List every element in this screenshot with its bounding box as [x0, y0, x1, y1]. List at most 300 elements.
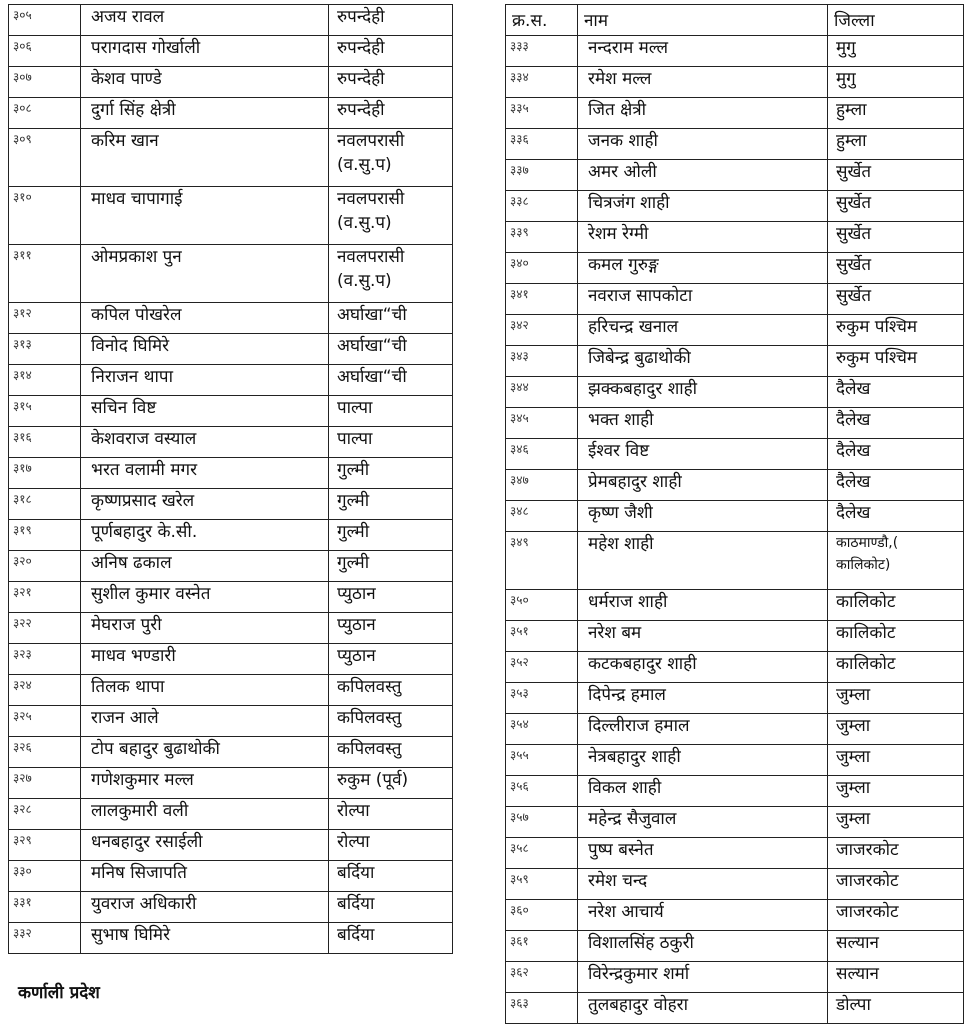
- district-cell: [828, 869, 964, 900]
- district-cell: [329, 5, 453, 36]
- table-row: [9, 799, 453, 830]
- header-serial: क्र.स.: [506, 5, 578, 36]
- candidate-name: टोप बहादुर बुढाथोकी: [81, 737, 329, 768]
- district-name: (व.सु.प): [337, 155, 392, 175]
- candidate-name: भक्त शाही: [578, 408, 828, 439]
- candidate-name: सचिन विष्ट: [81, 396, 329, 427]
- table-row: [506, 869, 964, 900]
- table-row: [9, 892, 453, 923]
- district-cell: [828, 993, 964, 1024]
- serial-number: ३५७: [506, 807, 578, 838]
- candidate-name: चित्रजंग शाही: [578, 191, 828, 222]
- district-name: अर्घाखा“ची: [337, 367, 407, 387]
- district-name: गुल्मी: [337, 491, 370, 511]
- district-cell: [329, 520, 453, 551]
- table-row: [506, 439, 964, 470]
- table-row: [506, 776, 964, 807]
- district-name: मुगु: [836, 69, 856, 89]
- district-cell: [828, 652, 964, 683]
- serial-number: ३१४: [9, 365, 81, 396]
- district-cell: [329, 644, 453, 675]
- candidate-name: निराजन थापा: [81, 365, 329, 396]
- table-row: [9, 675, 453, 706]
- district-name: गुल्मी: [337, 553, 370, 573]
- serial-number: ३२२: [9, 613, 81, 644]
- candidate-name: कटकबहादुर शाही: [578, 652, 828, 683]
- serial-number: ३३३: [506, 36, 578, 67]
- district-cell: [329, 675, 453, 706]
- serial-number: ३३०: [9, 861, 81, 892]
- district-name: बर्दिया: [337, 894, 375, 914]
- table-row: [9, 427, 453, 458]
- candidate-name: सुभाष घिमिरे: [81, 923, 329, 954]
- serial-number: ३५५: [506, 745, 578, 776]
- left-table-body: [9, 5, 453, 954]
- district-cell: [828, 501, 964, 532]
- district-cell: [828, 621, 964, 652]
- district-cell: [828, 532, 964, 590]
- district-name: सुर्खेत: [836, 286, 872, 306]
- district-name: कालिकोट: [836, 592, 896, 612]
- table-row: [9, 489, 453, 520]
- district-name: नवलपरासी: [337, 131, 405, 151]
- serial-number: ३४४: [506, 377, 578, 408]
- table-row: [9, 458, 453, 489]
- district-cell: [329, 706, 453, 737]
- table-row: [506, 838, 964, 869]
- serial-number: ३२४: [9, 675, 81, 706]
- candidate-name: अजय रावल: [81, 5, 329, 36]
- table-row: [506, 98, 964, 129]
- district-cell: [329, 67, 453, 98]
- serial-number: ३३८: [506, 191, 578, 222]
- table-row: [506, 408, 964, 439]
- serial-number: ३१८: [9, 489, 81, 520]
- district-name: कालिकोट): [836, 557, 891, 573]
- serial-number: ३५३: [506, 683, 578, 714]
- table-row: [506, 652, 964, 683]
- candidate-name: विरेन्द्रकुमार शर्मा: [578, 962, 828, 993]
- serial-number: ३०५: [9, 5, 81, 36]
- candidate-name: रेशम रेग्मी: [578, 222, 828, 253]
- candidate-name: केशव पाण्डे: [81, 67, 329, 98]
- district-cell: [828, 191, 964, 222]
- header-name: नाम: [578, 5, 828, 36]
- serial-number: ३३१: [9, 892, 81, 923]
- table-row: [506, 501, 964, 532]
- table-row: [506, 900, 964, 931]
- district-name: जुम्ला: [836, 809, 871, 829]
- district-cell: [828, 129, 964, 160]
- table-row: [506, 931, 964, 962]
- table-row: [506, 683, 964, 714]
- district-name: जुम्ला: [836, 685, 871, 705]
- district-name: हुम्ला: [836, 100, 867, 120]
- table-row: [9, 551, 453, 582]
- table-row: [506, 253, 964, 284]
- district-name: काठमाण्डौ,(: [836, 535, 899, 551]
- candidate-name: सुशील कुमार वस्नेत: [81, 582, 329, 613]
- serial-number: ३५१: [506, 621, 578, 652]
- serial-number: ३६१: [506, 931, 578, 962]
- district-cell: [329, 458, 453, 489]
- candidate-name: माधव चापागाई: [81, 187, 329, 245]
- table-row: [9, 36, 453, 67]
- serial-number: ३६२: [506, 962, 578, 993]
- district-cell: [828, 745, 964, 776]
- district-name: रुपन्देही: [337, 100, 385, 120]
- serial-number: ३२०: [9, 551, 81, 582]
- candidate-name: पुष्प बस्नेत: [578, 838, 828, 869]
- serial-number: ३२३: [9, 644, 81, 675]
- candidate-name: रमेश मल्ल: [578, 67, 828, 98]
- candidate-name: नरेश बम: [578, 621, 828, 652]
- district-name: पाल्पा: [337, 429, 373, 449]
- district-cell: [828, 98, 964, 129]
- district-name: मुगु: [836, 38, 856, 58]
- district-name: सल्यान: [836, 964, 879, 984]
- district-cell: [828, 160, 964, 191]
- candidate-name: जित क्षेत्री: [578, 98, 828, 129]
- table-row: [506, 160, 964, 191]
- candidate-name: नेत्रबहादुर शाही: [578, 745, 828, 776]
- table-row: [506, 590, 964, 621]
- serial-number: ३११: [9, 245, 81, 303]
- district-cell: [329, 830, 453, 861]
- candidate-name: नन्दराम मल्ल: [578, 36, 828, 67]
- serial-number: ३५४: [506, 714, 578, 745]
- table-row: [9, 830, 453, 861]
- district-cell: [828, 67, 964, 98]
- serial-number: ३४७: [506, 470, 578, 501]
- district-cell: [828, 683, 964, 714]
- district-cell: [329, 923, 453, 954]
- district-cell: [329, 245, 453, 303]
- candidate-name: भरत वलामी मगर: [81, 458, 329, 489]
- serial-number: ३१६: [9, 427, 81, 458]
- candidate-name: कपिल पोखरेल: [81, 303, 329, 334]
- district-name: कपिलवस्तु: [337, 677, 402, 697]
- district-cell: [828, 776, 964, 807]
- table-row: [506, 377, 964, 408]
- table-row: [506, 191, 964, 222]
- serial-number: ३४५: [506, 408, 578, 439]
- district-name: नवलपरासी: [337, 189, 405, 209]
- district-name: दैलेख: [836, 441, 871, 461]
- candidate-name: तुलबहादुर वोहरा: [578, 993, 828, 1024]
- candidate-name: केशवराज वस्याल: [81, 427, 329, 458]
- serial-number: ३०८: [9, 98, 81, 129]
- district-name: बर्दिया: [337, 925, 375, 945]
- district-name: कालिकोट: [836, 623, 896, 643]
- district-cell: [329, 303, 453, 334]
- table-row: [9, 67, 453, 98]
- serial-number: ३०७: [9, 67, 81, 98]
- district-cell: [828, 900, 964, 931]
- district-cell: [828, 590, 964, 621]
- serial-number: ३१५: [9, 396, 81, 427]
- serial-number: ३३५: [506, 98, 578, 129]
- district-name: पाल्पा: [337, 398, 373, 418]
- district-cell: [329, 396, 453, 427]
- table-row: [506, 745, 964, 776]
- table-row: [9, 334, 453, 365]
- table-row: [9, 768, 453, 799]
- candidate-name: राजन आले: [81, 706, 329, 737]
- serial-number: ३४८: [506, 501, 578, 532]
- district-cell: [828, 377, 964, 408]
- header-district: जिल्ला: [828, 5, 964, 36]
- district-cell: [329, 98, 453, 129]
- table-row: [9, 706, 453, 737]
- serial-number: ३१२: [9, 303, 81, 334]
- serial-number: ३४३: [506, 346, 578, 377]
- table-row: [506, 621, 964, 652]
- serial-number: ३०९: [9, 129, 81, 187]
- serial-number: ३४१: [506, 284, 578, 315]
- district-name: रुकुम (पूर्व): [337, 770, 409, 790]
- district-name: डोल्पा: [836, 995, 871, 1015]
- district-name: रोल्पा: [337, 832, 370, 852]
- serial-number: ३२७: [9, 768, 81, 799]
- serial-number: ३१३: [9, 334, 81, 365]
- serial-number: ३५८: [506, 838, 578, 869]
- right-candidate-table: [505, 4, 964, 1024]
- district-name: कपिलवस्तु: [337, 739, 402, 759]
- serial-number: ३२८: [9, 799, 81, 830]
- district-cell: [828, 470, 964, 501]
- district-cell: [828, 284, 964, 315]
- district-cell: [828, 807, 964, 838]
- candidate-name: युवराज अधिकारी: [81, 892, 329, 923]
- candidate-name: जनक शाही: [578, 129, 828, 160]
- candidate-name: ईश्वर विष्ट: [578, 439, 828, 470]
- district-name: दैलेख: [836, 410, 871, 430]
- candidate-name: विशालसिंह ठकुरी: [578, 931, 828, 962]
- district-cell: [828, 253, 964, 284]
- table-row: [506, 532, 964, 590]
- district-name: नवलपरासी: [337, 247, 405, 267]
- table-row: [9, 98, 453, 129]
- district-cell: [828, 439, 964, 470]
- table-row: [506, 129, 964, 160]
- table-row: [506, 284, 964, 315]
- table-row: [9, 613, 453, 644]
- candidate-name: करिम खान: [81, 129, 329, 187]
- table-row: [506, 470, 964, 501]
- serial-number: ३४२: [506, 315, 578, 346]
- district-cell: [329, 36, 453, 67]
- serial-number: ३६३: [506, 993, 578, 1024]
- district-cell: [828, 838, 964, 869]
- district-name: जाजरकोट: [836, 840, 899, 860]
- district-name: जुम्ला: [836, 747, 871, 767]
- district-name: दैलेख: [836, 503, 871, 523]
- serial-number: ३३६: [506, 129, 578, 160]
- district-name: प्युठान: [337, 646, 376, 666]
- candidate-name: कृष्ण जैशी: [578, 501, 828, 532]
- candidate-name: दिपेन्द्र हमाल: [578, 683, 828, 714]
- serial-number: ३३९: [506, 222, 578, 253]
- candidate-name: दिल्लीराज हमाल: [578, 714, 828, 745]
- district-name: प्युठान: [337, 615, 376, 635]
- table-row: [9, 737, 453, 768]
- table-row: [9, 5, 453, 36]
- district-cell: [329, 187, 453, 245]
- left-candidate-table: [8, 4, 453, 954]
- serial-number: ३२५: [9, 706, 81, 737]
- serial-number: ३४६: [506, 439, 578, 470]
- candidate-name: धर्मराज शाही: [578, 590, 828, 621]
- table-row: [506, 222, 964, 253]
- candidate-name: तिलक थापा: [81, 675, 329, 706]
- candidate-name: लालकुमारी वली: [81, 799, 329, 830]
- district-name: अर्घाखा“ची: [337, 336, 407, 356]
- table-row: [9, 303, 453, 334]
- table-row: [9, 861, 453, 892]
- right-table-body: [506, 36, 964, 1024]
- district-name: सुर्खेत: [836, 224, 872, 244]
- table-row: [9, 245, 453, 303]
- candidate-name: धनबहादुर रसाईली: [81, 830, 329, 861]
- candidate-name: कृष्णप्रसाद खरेल: [81, 489, 329, 520]
- district-name: गुल्मी: [337, 460, 370, 480]
- table-row: [506, 346, 964, 377]
- district-cell: [828, 714, 964, 745]
- candidate-name: परागदास गोर्खाली: [81, 36, 329, 67]
- district-cell: [329, 582, 453, 613]
- district-cell: [329, 737, 453, 768]
- serial-number: ३२१: [9, 582, 81, 613]
- candidate-name: कमल गुरुङ्ग: [578, 253, 828, 284]
- serial-number: ३०६: [9, 36, 81, 67]
- district-name: रुपन्देही: [337, 38, 385, 58]
- candidate-name: पूर्णबहादुर के.सी.: [81, 520, 329, 551]
- candidate-name: दुर्गा सिंह क्षेत्री: [81, 98, 329, 129]
- table-row: [506, 67, 964, 98]
- district-name: कपिलवस्तु: [337, 708, 402, 728]
- district-cell: [329, 551, 453, 582]
- district-cell: [828, 346, 964, 377]
- serial-number: ३५९: [506, 869, 578, 900]
- district-cell: [329, 365, 453, 396]
- table-row: [9, 520, 453, 551]
- candidate-name: माधव भण्डारी: [81, 644, 329, 675]
- table-row: [506, 807, 964, 838]
- district-name: रुकुम पश्चिम: [836, 348, 918, 368]
- serial-number: ३४०: [506, 253, 578, 284]
- serial-number: ३४९: [506, 532, 578, 590]
- district-name: सुर्खेत: [836, 255, 872, 275]
- candidate-name: मेघराज पुरी: [81, 613, 329, 644]
- section-heading: कर्णाली प्रदेश: [18, 983, 100, 1003]
- serial-number: ३३४: [506, 67, 578, 98]
- table-row: [506, 36, 964, 67]
- district-name: सुर्खेत: [836, 193, 872, 213]
- serial-number: ३१७: [9, 458, 81, 489]
- district-cell: [329, 799, 453, 830]
- table-row: [506, 993, 964, 1024]
- district-name: जाजरकोट: [836, 871, 899, 891]
- district-name: सल्यान: [836, 933, 879, 953]
- serial-number: ३१९: [9, 520, 81, 551]
- serial-number: ३१०: [9, 187, 81, 245]
- serial-number: ३५०: [506, 590, 578, 621]
- serial-number: ३२९: [9, 830, 81, 861]
- candidate-name: महेश शाही: [578, 532, 828, 590]
- serial-number: ३३२: [9, 923, 81, 954]
- district-name: बर्दिया: [337, 863, 375, 883]
- district-cell: [828, 222, 964, 253]
- district-cell: [329, 768, 453, 799]
- district-cell: [329, 334, 453, 365]
- candidate-name: ओमप्रकाश पुन: [81, 245, 329, 303]
- header-row: [506, 5, 964, 36]
- serial-number: ३६०: [506, 900, 578, 931]
- district-name: रुपन्देही: [337, 7, 385, 27]
- table-row: [9, 923, 453, 954]
- district-cell: [329, 613, 453, 644]
- district-name: (व.सु.प): [337, 213, 392, 233]
- district-name: कालिकोट: [836, 654, 896, 674]
- district-name: रोल्पा: [337, 801, 370, 821]
- district-cell: [828, 962, 964, 993]
- district-name: प्युठान: [337, 584, 376, 604]
- district-name: गुल्मी: [337, 522, 370, 542]
- district-name: अर्घाखा“ची: [337, 305, 407, 325]
- district-name: जुम्ला: [836, 716, 871, 736]
- candidate-name: जिबेन्द्र बुढाथोकी: [578, 346, 828, 377]
- candidate-name: विनोद घिमिरे: [81, 334, 329, 365]
- district-name: (व.सु.प): [337, 271, 392, 291]
- district-cell: [329, 489, 453, 520]
- district-cell: [828, 36, 964, 67]
- district-cell: [828, 315, 964, 346]
- table-row: [506, 714, 964, 745]
- table-row: [9, 187, 453, 245]
- table-row: [9, 396, 453, 427]
- district-cell: [828, 931, 964, 962]
- table-row: [9, 365, 453, 396]
- candidate-name: प्रेमबहादुर शाही: [578, 470, 828, 501]
- table-row: [506, 315, 964, 346]
- candidate-name: अनिष ढकाल: [81, 551, 329, 582]
- candidate-name: महेन्द्र सैजुवाल: [578, 807, 828, 838]
- district-name: दैलेख: [836, 379, 871, 399]
- table-row: [9, 644, 453, 675]
- table-row: [9, 582, 453, 613]
- district-cell: [329, 427, 453, 458]
- district-cell: [329, 892, 453, 923]
- serial-number: ३५२: [506, 652, 578, 683]
- candidate-name: नरेश आचार्य: [578, 900, 828, 931]
- candidate-name: नवराज सापकोटा: [578, 284, 828, 315]
- district-name: रुकुम पश्चिम: [836, 317, 918, 337]
- district-cell: [329, 129, 453, 187]
- table-row: [506, 962, 964, 993]
- district-name: दैलेख: [836, 472, 871, 492]
- serial-number: ३२६: [9, 737, 81, 768]
- serial-number: ३५६: [506, 776, 578, 807]
- district-name: जुम्ला: [836, 778, 871, 798]
- district-name: रुपन्देही: [337, 69, 385, 89]
- candidate-name: विकल शाही: [578, 776, 828, 807]
- candidate-name: रमेश चन्द: [578, 869, 828, 900]
- district-cell: [329, 861, 453, 892]
- candidate-name: गणेशकुमार मल्ल: [81, 768, 329, 799]
- candidate-name: झक्कबहादुर शाही: [578, 377, 828, 408]
- table-row: [9, 129, 453, 187]
